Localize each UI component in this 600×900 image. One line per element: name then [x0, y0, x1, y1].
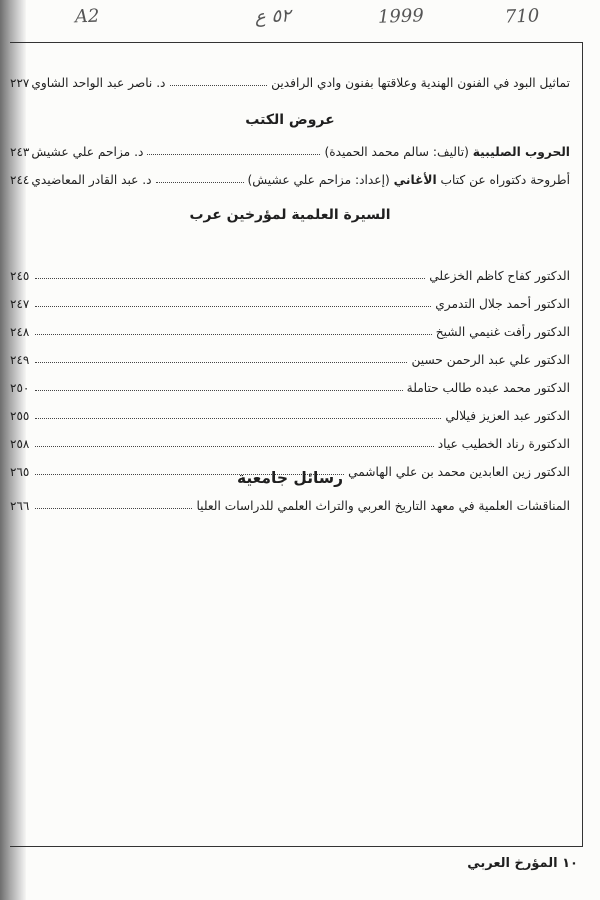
- dot-leader: [35, 361, 407, 363]
- toc-entry: [10, 317, 570, 339]
- entry-page: ٢٥٨: [10, 437, 30, 451]
- handwritten-note-1: A2: [74, 5, 100, 28]
- entry-title: الدكتور كفاح كاظم الخزعلي: [429, 269, 570, 283]
- dot-leader: [35, 507, 192, 509]
- toc-entry: [10, 373, 570, 395]
- page-footer: ١٠ المؤرخ العربي: [467, 856, 578, 871]
- toc-entry: [10, 429, 570, 451]
- entry-title-bold: الأغاني: [393, 173, 437, 187]
- handwritten-note-4: 710: [504, 5, 540, 28]
- entry-title: الدكتور محمد عبده طالب حتاملة: [406, 381, 570, 395]
- entry-page: ٢٤٧: [10, 297, 30, 311]
- dot-leader: [35, 305, 431, 307]
- handwritten-note-2: ٥٢ ع: [254, 5, 292, 28]
- toc-entry: [10, 345, 570, 367]
- entry-title-bold: الحروب الصليبية: [472, 145, 570, 159]
- entry-page: ٢٤٩: [10, 353, 30, 367]
- entry-title: المناقشات العلمية في معهد التاريخ العربي والتراث العلمي للدراسات العليا: [196, 499, 570, 513]
- entry-title: الدكتور أحمد جلال التدمري: [435, 297, 570, 311]
- entry-page: ٢٥٠: [10, 381, 30, 395]
- dot-leader: [156, 181, 244, 183]
- entry-author: د. عبد القادر المعاضيدي: [31, 173, 152, 187]
- toc-entry: [10, 261, 570, 283]
- entry-author: د. مزاحم علي عشيش: [31, 145, 144, 159]
- entry-page: ٢٤٤: [10, 173, 30, 187]
- dot-leader: [170, 84, 268, 86]
- entry-page: ٢٤٣: [10, 145, 30, 159]
- toc-entry: [10, 289, 570, 311]
- entry-page: ٢٦٥: [10, 465, 30, 479]
- dot-leader: [35, 333, 431, 335]
- entry-author: د. ناصر عبد الواحد الشاوي: [31, 76, 166, 90]
- section-heading-biographies: السيرة العلمية لمؤرخين عرب: [189, 207, 391, 223]
- section-heading-theses: رسائل جامعية: [236, 469, 344, 487]
- toc-entry: [10, 68, 570, 90]
- entry-title: [248, 173, 571, 187]
- entry-title: الدكتورة رناد الخطيب عياد: [437, 437, 570, 451]
- entry-page: ٢٤٥: [10, 269, 30, 283]
- entry-page: ٢٥٥: [10, 409, 30, 423]
- dot-leader: [147, 153, 320, 155]
- toc-entry: [10, 165, 570, 187]
- toc-entry: [10, 137, 570, 159]
- section-heading-book-reviews: عروض الكتب: [245, 112, 335, 128]
- dot-leader: [35, 277, 425, 279]
- entry-title-rest: (تاليف: سالم محمد الحميدة): [324, 145, 473, 159]
- entry-page: ٢٦٦: [10, 499, 30, 513]
- dot-leader: [35, 417, 441, 419]
- entry-title: [324, 145, 570, 159]
- entry-page: ٢٢٧: [10, 76, 30, 90]
- entry-title: الدكتور زين العابدين محمد بن علي الهاشمي: [348, 465, 570, 479]
- toc-entry: [10, 401, 570, 423]
- dot-leader: [35, 389, 402, 391]
- entry-title-pre: أطروحة دكتوراه عن كتاب: [436, 173, 570, 187]
- entry-title: تماثيل البود في الفنون الهندية وعلاقتها بفنون وادي الرافدين: [271, 76, 570, 90]
- entry-title: الدكتور عبد العزيز فيلالي: [445, 409, 570, 423]
- entry-page: ٢٤٨: [10, 325, 30, 339]
- handwritten-note-3: 1999: [377, 5, 425, 28]
- toc-entry: [10, 491, 570, 513]
- dot-leader: [35, 445, 433, 447]
- entry-title: الدكتور رأفت غنيمي الشيخ: [435, 325, 570, 339]
- entry-title: الدكتور علي عبد الرحمن حسين: [411, 353, 570, 367]
- entry-title-rest: (إعداد: مزاحم علي عشيش): [247, 173, 394, 187]
